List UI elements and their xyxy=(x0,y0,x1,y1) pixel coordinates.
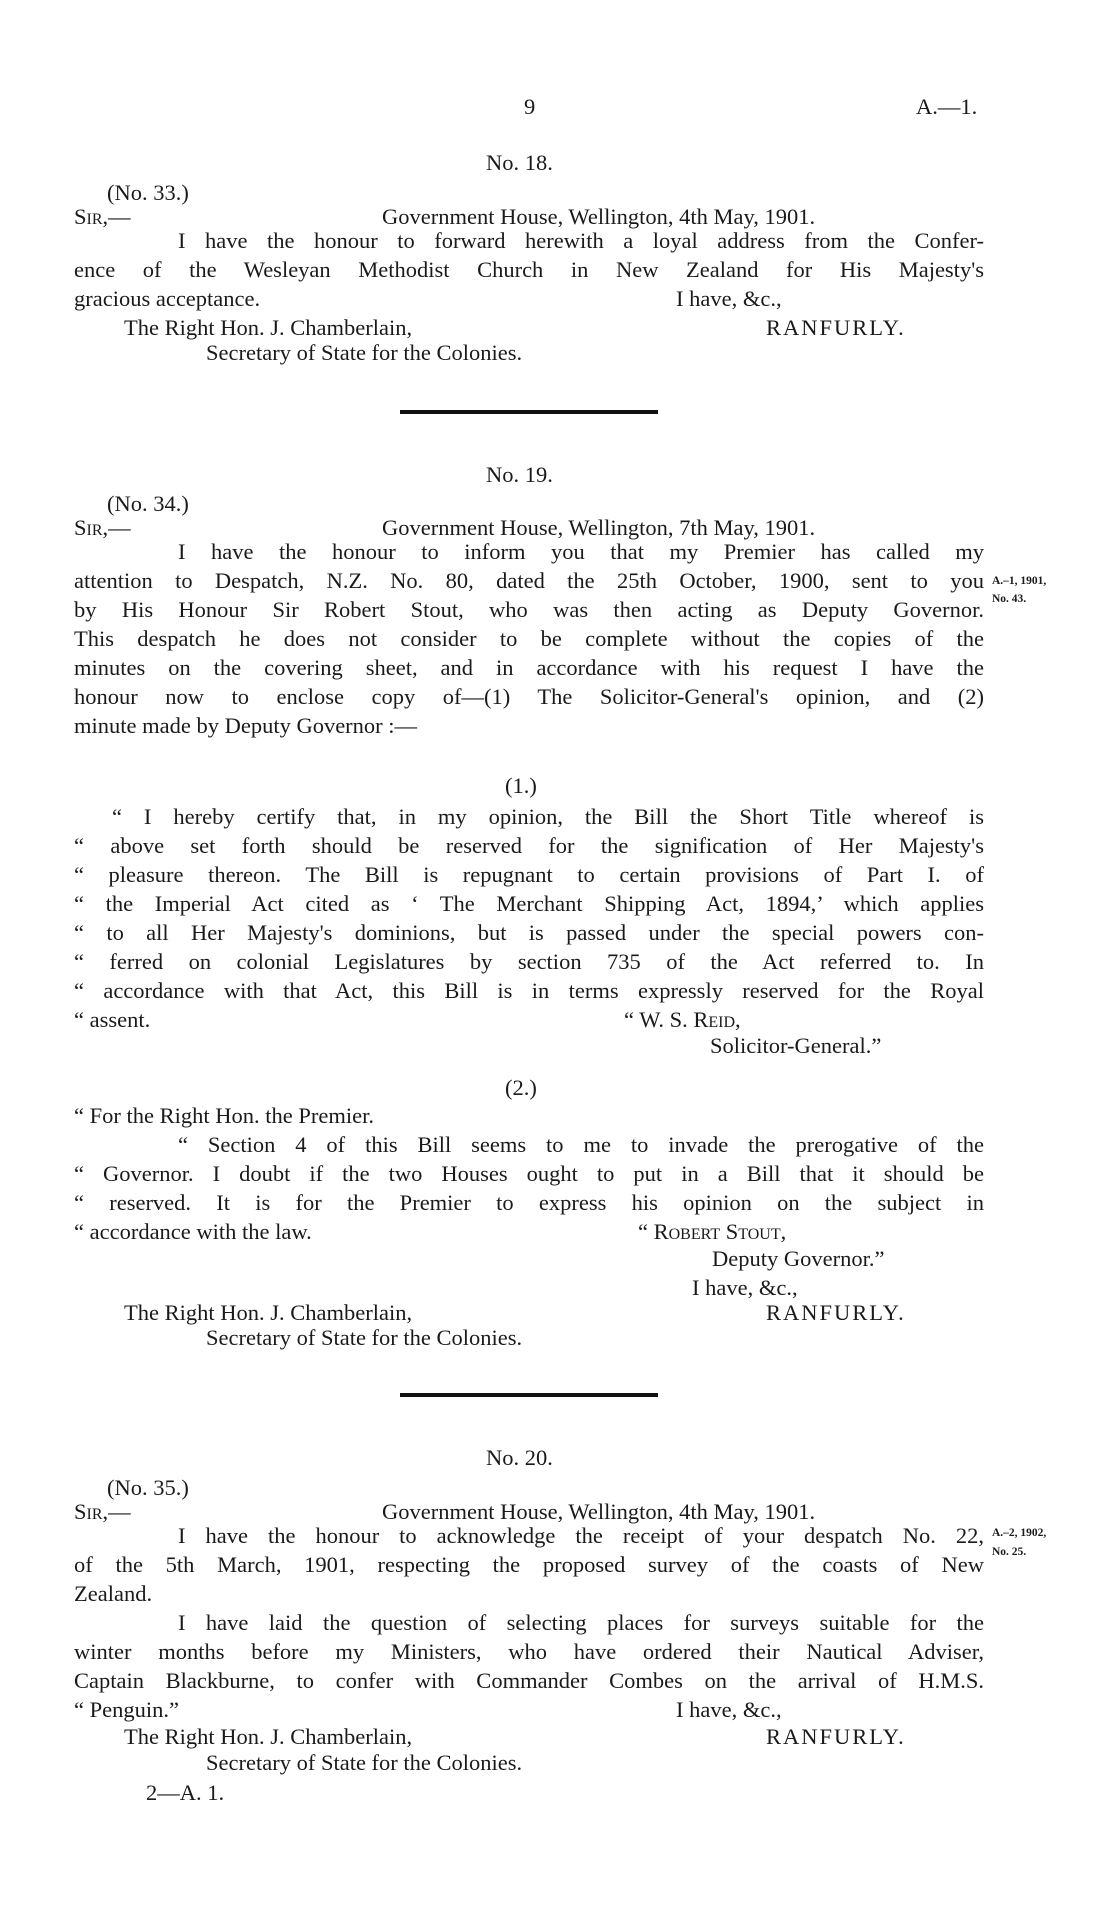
body-line: of the 5th March, 1901, respecting the proposed survey of the coasts of New xyxy=(74,1552,984,1577)
enclosure-intro: “ For the Right Hon. the Premier. xyxy=(74,1103,374,1128)
letter-ref: (No. 33.) xyxy=(107,180,189,205)
body-line: Captain Blackburne, to confer with Commander Combes on the arrival of H.M.S. xyxy=(74,1668,984,1693)
addressee: The Right Hon. J. Chamberlain, xyxy=(124,315,413,340)
body-line: attention to Despatch, N.Z. No. 80, dated the 25th October, 1900, sent to you xyxy=(74,568,984,593)
enclosure-line: “ Governor. I doubt if the two Houses ought to put in a Bill that it should be xyxy=(74,1161,984,1186)
body-line: by His Honour Sir Robert Stout, who was then acting as Deputy Governor. xyxy=(74,597,984,622)
enclosure-line: “ the Imperial Act cited as ‘ The Merchant Shipping Act, 1894,’ which applies xyxy=(74,891,984,916)
margin-note: A.–2, 1902, xyxy=(992,1527,1047,1539)
enclosure-line: “ Section 4 of this Bill seems to me to invade the prerogative of the xyxy=(178,1132,984,1157)
closing: I have, &c., xyxy=(692,1275,798,1300)
body-line: gracious acceptance. xyxy=(74,286,261,311)
closing: I have, &c., xyxy=(676,286,782,311)
enclosure-line: “ to all Her Majesty's dominions, but is passed under the special powers con- xyxy=(74,920,984,945)
page-number: 9 xyxy=(524,94,536,119)
body-line: I have laid the question of selecting places for surveys suitable for the xyxy=(178,1610,984,1635)
enclosure-line: “ pleasure thereon. The Bill is repugnant to certain provisions of Part I. of xyxy=(74,862,984,887)
body-line: I have the honour to acknowledge the receipt of your despatch No. 22, xyxy=(178,1523,984,1548)
salutation: Sir,— xyxy=(74,1499,131,1524)
margin-note: No. 25. xyxy=(992,1546,1027,1558)
series-code: A.—1. xyxy=(916,94,978,119)
addressee-title: Secretary of State for the Colonies. xyxy=(206,340,523,365)
addressee-title: Secretary of State for the Colonies. xyxy=(206,1325,523,1350)
addressee-title: Secretary of State for the Colonies. xyxy=(206,1750,523,1775)
enclosure-line: “ assent. xyxy=(74,1007,151,1032)
dateline: Government House, Wellington, 4th May, 1901. xyxy=(382,204,816,229)
enclosure-line: “ ferred on colonial Legislatures by section 735 of the Act referred to. In xyxy=(74,949,984,974)
body-line: Zealand. xyxy=(74,1581,153,1606)
signature: RANFURLY. xyxy=(766,1724,906,1749)
enclosure-line: “ I hereby certify that, in my opinion, the Bill the Short Title whereof is xyxy=(112,804,984,829)
body-line: This despatch he does not consider to be complete without the copies of the xyxy=(74,626,984,651)
signature: RANFURLY. xyxy=(766,1300,906,1325)
section-divider xyxy=(400,1393,658,1397)
body-line: minutes on the covering sheet, and in accordance with his request I have the xyxy=(74,655,984,680)
enclosure-heading: (2.) xyxy=(505,1075,537,1100)
section-divider xyxy=(400,410,658,414)
enclosure-signature-title: Solicitor-General.” xyxy=(710,1033,882,1058)
enclosure-signature-title: Deputy Governor.” xyxy=(712,1246,885,1271)
letter-heading: No. 18. xyxy=(486,150,553,175)
enclosure-line: “ reserved. It is for the Premier to express his opinion on the subject in xyxy=(74,1190,984,1215)
enclosure-heading: (1.) xyxy=(505,773,537,798)
letter-ref: (No. 35.) xyxy=(107,1475,189,1500)
addressee: The Right Hon. J. Chamberlain, xyxy=(124,1300,413,1325)
enclosure-line: “ accordance with the law. xyxy=(74,1219,312,1244)
dateline: Government House, Wellington, 7th May, 1901. xyxy=(382,515,816,540)
letter-ref: (No. 34.) xyxy=(107,491,189,516)
salutation: Sir,— xyxy=(74,515,131,540)
letter-heading: No. 19. xyxy=(486,462,553,487)
enclosure-signature: “ W. S. Reid, xyxy=(624,1007,741,1032)
body-line: I have the honour to forward herewith a loyal address from the Confer- xyxy=(178,228,984,253)
body-line: honour now to enclose copy of—(1) The Solicitor-General's opinion, and (2) xyxy=(74,684,984,709)
margin-note: No. 43. xyxy=(992,593,1027,605)
enclosure-signature: “ Robert Stout, xyxy=(638,1219,787,1244)
enclosure-line: “ above set forth should be reserved for the signification of Her Majesty's xyxy=(74,833,984,858)
margin-note: A.–1, 1901, xyxy=(992,575,1047,587)
body-line: “ Penguin.” xyxy=(74,1697,179,1722)
addressee: The Right Hon. J. Chamberlain, xyxy=(124,1724,413,1749)
enclosure-line: “ accordance with that Act, this Bill is in terms expressly reserved for the Royal xyxy=(74,978,984,1003)
signature: RANFURLY. xyxy=(766,315,906,340)
body-line: I have the honour to inform you that my Premier has called my xyxy=(178,539,984,564)
dateline: Government House, Wellington, 4th May, 1901. xyxy=(382,1499,816,1524)
body-line: minute made by Deputy Governor :— xyxy=(74,713,418,738)
closing: I have, &c., xyxy=(676,1697,782,1722)
body-line: ence of the Wesleyan Methodist Church in New Zealand for His Majesty's xyxy=(74,257,984,282)
body-line: winter months before my Ministers, who have ordered their Nautical Adviser, xyxy=(74,1639,984,1664)
signature-mark: 2—A. 1. xyxy=(146,1780,225,1805)
salutation: Sir,— xyxy=(74,204,131,229)
letter-heading: No. 20. xyxy=(486,1445,553,1470)
